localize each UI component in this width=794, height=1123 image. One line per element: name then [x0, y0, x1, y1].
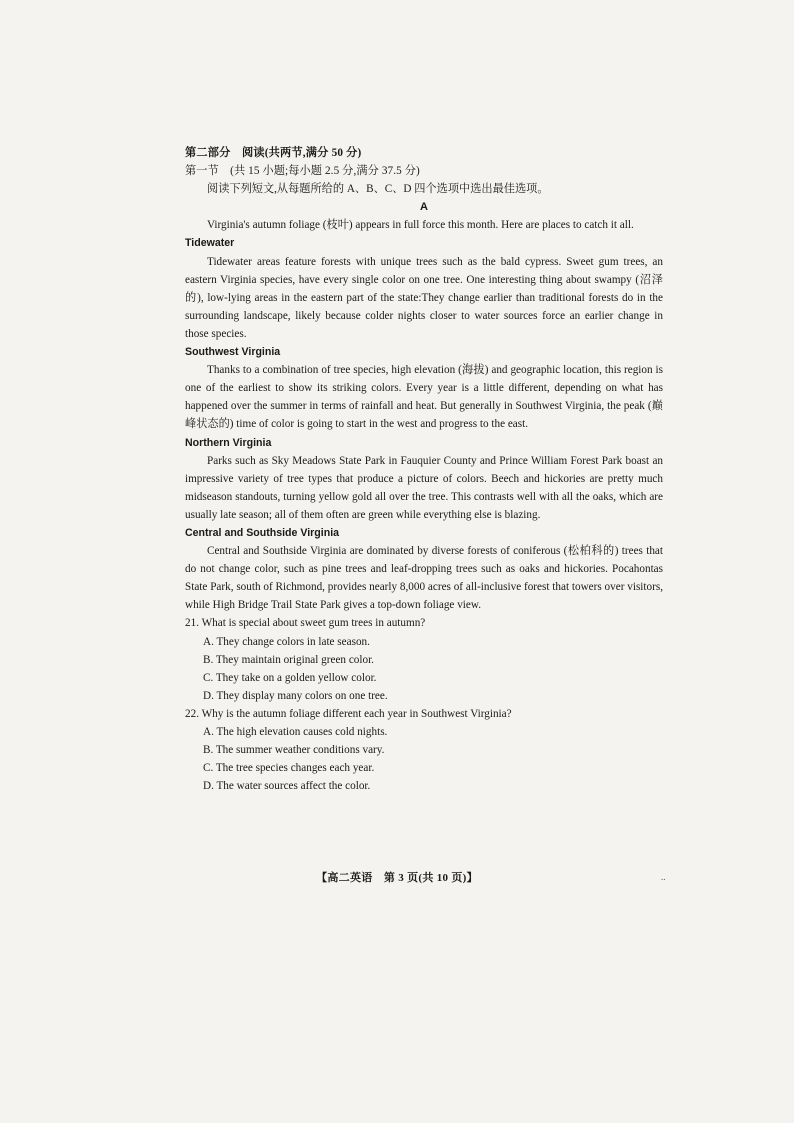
page-footer: 【高二英语 第 3 页(共 10 页)】 — [316, 872, 478, 884]
part-header: 第二部分 阅读(共两节,满分 50 分) — [185, 147, 362, 159]
corner-mark: .. — [661, 872, 666, 882]
exam-page — [185, 144, 663, 795]
section-text-southwest: Thanks to a combination of tree species, high elevation (海拔) and geographic location, this region is one of the earliest to show its striking colors. Every year is a little different, depending on what has happened over the summer in terms of rainfall and heat. But generally in Southwest Virginia, the peak (巅峰状态的) time of color is going to start in the west and progress to the east. — [185, 364, 663, 431]
question-21-option-b: B. They maintain original green color. — [203, 653, 374, 666]
question-22-option-a: A. The high elevation causes cold nights. — [203, 726, 388, 738]
question-22-option-c: C. The tree species changes each year. — [203, 762, 375, 775]
section-title-central: Central and Southside Virginia — [185, 526, 340, 539]
instruction: 阅读下列短文,从每题所给的 A、B、C、D 四个选项中选出最佳选项。 — [207, 183, 549, 196]
passage-letter: A — [420, 201, 428, 214]
section-text-tidewater: Tidewater areas feature forests with unique trees such as the bald cypress. Sweet gum trees, an eastern Virginia species, have every single color on one tree. One interesting thing about swampy (沼泽的), low-lying areas in the eastern part of the state:They change earlier than traditional forests do in the surrounding landscape, likely because colder nights closer to water sources force an earlier change in those species. — [185, 255, 663, 340]
section-title-northern: Northern Virginia — [185, 436, 272, 449]
question-21-option-a: A. They change colors in late season. — [203, 635, 370, 648]
section-title-tidewater: Tidewater — [185, 237, 235, 250]
question-22-option-d: D. The water sources affect the color. — [203, 780, 371, 793]
section-text-northern: Parks such as Sky Meadows State Park in Fauquier County and Prince William Forest Park boast an impressive variety of tree types that produce a picture of colors. Beech and hickories are pretty much midseason standouts, turning yellow gold all over the tree. This contrasts well with all the oaks, which are usually late season; all of them often are green while everything else is blazing. — [185, 454, 663, 521]
question-21-option-d: D. They display many colors on one tree. — [203, 689, 388, 702]
question-21-option-c: C. They take on a golden yellow color. — [203, 671, 377, 684]
section-header: 第一节 (共 15 小题;每小题 2.5 分,满分 37.5 分) — [185, 165, 420, 178]
question-21-stem: 21. What is special about sweet gum trees in autumn? — [185, 617, 426, 630]
question-22-option-b: B. The summer weather conditions vary. — [203, 744, 385, 757]
section-text-central: Central and Southside Virginia are dominated by diverse forests of coniferous (松柏科的) trees that do not change color, such as pine trees and leaf-dropping trees such as oaks and hickories. Pocahontas State Park, south of Richmond, provides nearly 8,000 acres of all-inclusive forest that towers over visitors, while High Bridge Trail State Park gives a top-down foliage view. — [185, 545, 663, 612]
section-title-southwest: Southwest Virginia — [185, 346, 281, 359]
intro-paragraph: Virginia's autumn foliage (枝叶) appears in full force this month. Here are places to catch it all. — [207, 219, 634, 232]
question-22-stem: 22. Why is the autumn foliage different each year in Southwest Virginia? — [185, 707, 512, 720]
